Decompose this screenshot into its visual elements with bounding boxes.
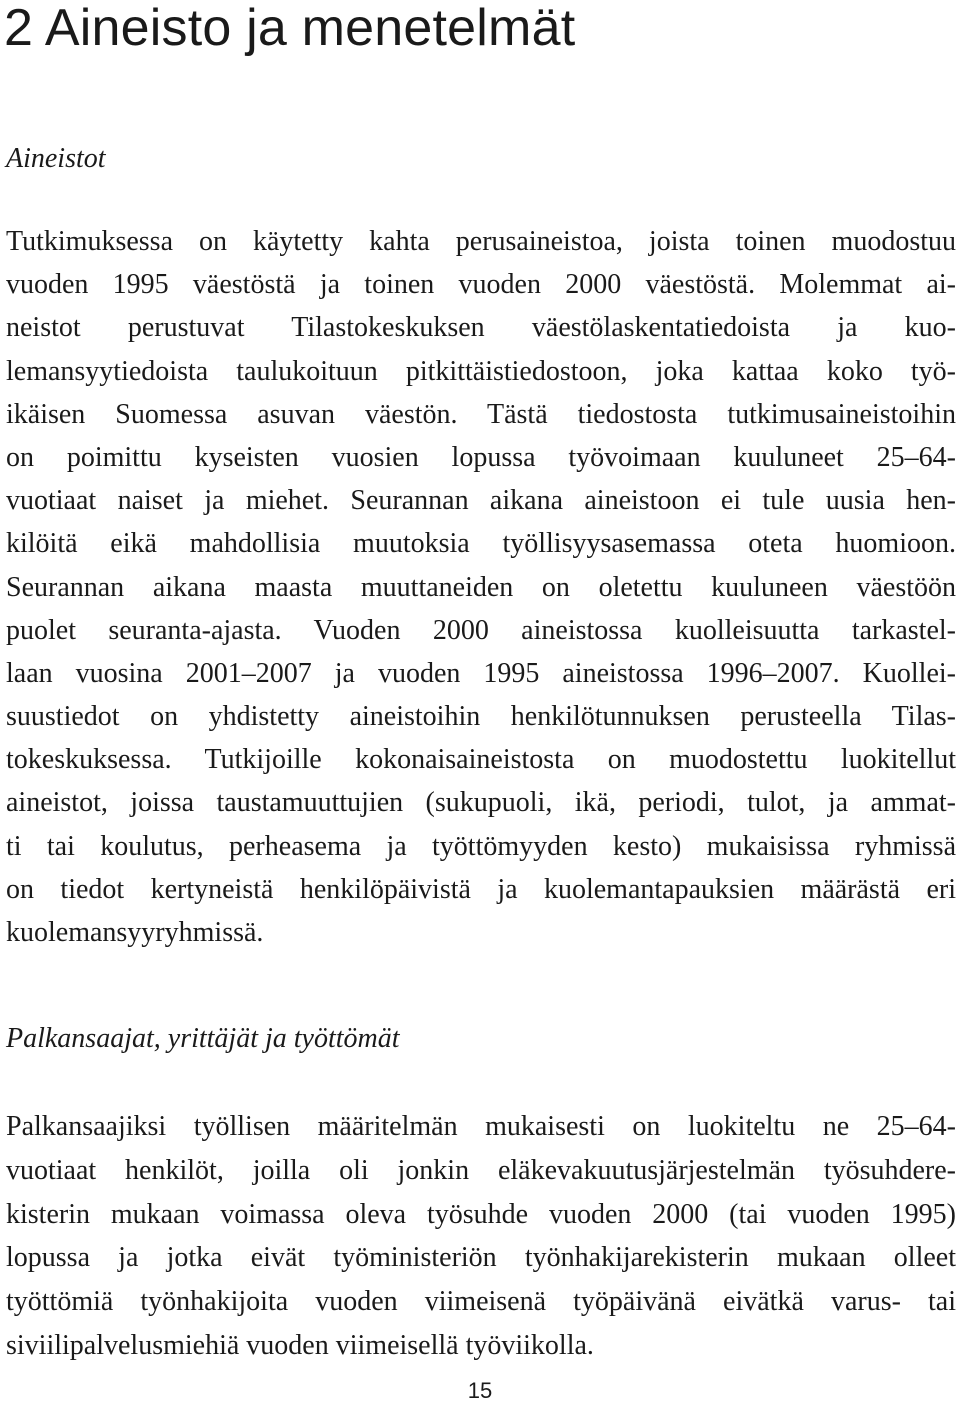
paragraph-line: ikäisen Suomessa asuvan väestön. Tästä tiedostosta tutkimusaineistoihin — [6, 398, 956, 430]
paragraph-line: tokeskuksessa. Tutkijoille kokonaisaineistosta on muodostettu luokitellut — [6, 744, 956, 776]
paragraph-aineistot — [6, 220, 956, 954]
paragraph-line: työttömiä työnhakijoita vuoden viimeisenä työpäivänä eivätkä varus- tai — [6, 1286, 956, 1318]
paragraph-line: Palkansaajiksi työllisen määritelmän mukaisesti on luokiteltu ne 25–64- — [6, 1111, 956, 1142]
paragraph-line: kilöitä eikä mahdollisia muutoksia työllisyysasemassa oteta huomioon. — [6, 528, 956, 560]
paragraph-line: vuotiaat naiset ja miehet. Seurannan aikana aineistoon ei tule uusia hen- — [6, 485, 956, 517]
paragraph-line: aineistot, joissa taustamuuttujien (sukupuoli, ikä, periodi, tulot, ja ammat- — [6, 787, 956, 819]
paragraph-line: laan vuosina 2001–2007 ja vuoden 1995 aineistossa 1996–2007. Kuollei- — [6, 657, 956, 689]
paragraph-line: Seurannan aikana maasta muuttaneiden on oletettu kuuluneen väestöön — [6, 571, 956, 603]
paragraph-line: ti tai koulutus, perheasema ja työttömyyden kesto) mukaisissa ryhmissä — [6, 830, 956, 862]
paragraph-line: kuolemansyyryhmissä. — [6, 917, 264, 948]
page-number: 15 — [467, 1378, 493, 1403]
section-heading-palkansaajat: Palkansaajat, yrittäjät ja työttömät — [6, 1023, 400, 1054]
section-heading-aineistot: Aineistot — [6, 143, 106, 174]
paragraph-line: vuoden 1995 väestöstä ja toinen vuoden 2000 väestöstä. Molemmat ai- — [6, 269, 956, 301]
chapter-title: 2 Aineisto ja menetelmät — [4, 0, 576, 57]
paragraph-line: puolet seuranta-ajasta. Vuoden 2000 aineistossa kuolleisuutta tarkastel- — [6, 614, 956, 646]
paragraph-line: siviilipalvelusmiehiä vuoden viimeisellä työviikolla. — [6, 1329, 594, 1361]
paragraph-line: on tiedot kertyneistä henkilöpäivistä ja kuolemantapauksien määrästä eri — [6, 873, 956, 905]
paragraph-line: on poimittu kyseisten vuosien lopussa työvoimaan kuuluneet 25–64- — [6, 441, 956, 473]
paragraph-palkansaajat — [6, 1105, 956, 1368]
paragraph-line: neistot perustuvat Tilastokeskuksen väestölaskentatiedoista ja kuo- — [6, 312, 956, 344]
paragraph-line: kisterin mukaan voimassa oleva työsuhde vuoden 2000 (tai vuoden 1995) — [6, 1198, 956, 1230]
paragraph-line: Tutkimuksessa on käytetty kahta perusaineistoa, joista toinen muodostuu — [6, 226, 956, 257]
paragraph-line: lemansyytiedoista taulukoituun pitkittäistiedostoon, joka kattaa koko työ- — [6, 355, 956, 387]
paragraph-line: suustiedot on yhdistetty aineistoihin henkilötunnuksen perusteella Tilas- — [6, 701, 956, 733]
paragraph-line: vuotiaat henkilöt, joilla oli jonkin eläkevakuutusjärjestelmän työsuhdere- — [6, 1154, 956, 1186]
paragraph-line: lopussa ja jotka eivät työministeriön työnhakijarekisterin mukaan olleet — [6, 1242, 956, 1274]
